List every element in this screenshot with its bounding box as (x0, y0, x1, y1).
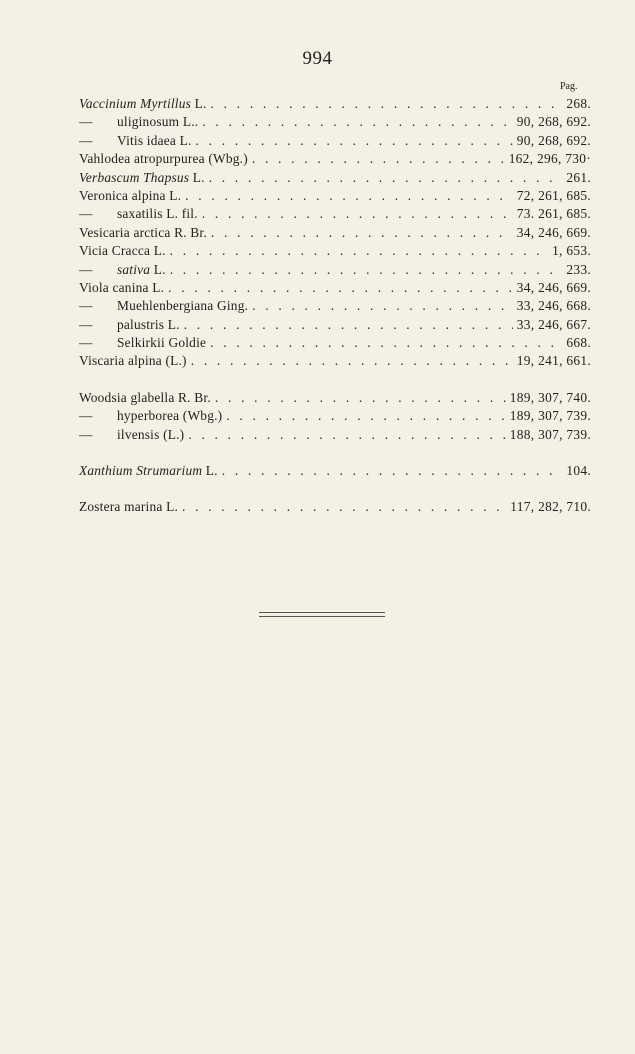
species-name: Myrtillus (140, 96, 192, 111)
page-references: 188, 307, 739. (509, 426, 591, 442)
ditto-dash: — (79, 316, 93, 332)
index-entry (79, 298, 591, 316)
index-entry (79, 206, 591, 224)
author-abbreviation: L. (179, 132, 192, 148)
page-references: 1, 653. (552, 243, 591, 259)
ditto-dash: — (79, 408, 93, 424)
entry-name (79, 151, 248, 167)
index-entry (79, 225, 591, 243)
entry-name (79, 499, 178, 515)
species-name: Cracca (111, 243, 151, 259)
species-name: ilvensis (117, 426, 160, 442)
species-name: palustris (117, 316, 165, 332)
index-entry (79, 151, 591, 169)
index-entry (79, 262, 591, 280)
entry-name (79, 335, 206, 351)
page-references: 268. (566, 96, 591, 111)
ditto-dash: — (79, 114, 93, 130)
index-entry (79, 317, 591, 335)
genus-name: Veronica (79, 187, 129, 203)
page-references: 668. (566, 335, 591, 351)
index-entry (79, 463, 591, 481)
dot-leader (202, 206, 513, 222)
dot-leader (226, 408, 506, 424)
genus-name: Xanthium (79, 463, 133, 479)
entry-name (79, 206, 198, 222)
entry-name (79, 427, 184, 443)
entry-name (79, 114, 198, 130)
page-references: 117, 282, 710. (510, 499, 591, 515)
entry-name (79, 262, 166, 278)
page-references: 189, 307, 740. (509, 389, 591, 405)
dot-leader (170, 243, 548, 259)
genus-name: Viscaria (79, 353, 125, 369)
page-references: 90, 268, 692. (516, 132, 591, 148)
author-abbreviation: L. (194, 96, 207, 111)
species-name: sativa (117, 261, 151, 277)
author-abbreviation: (L.) (163, 426, 185, 442)
genus-name: Vicia (79, 243, 109, 259)
author-abbreviation: R. Br. (178, 389, 211, 405)
species-name: marina (124, 499, 163, 515)
page-references: 72, 261, 685. (516, 187, 591, 203)
ditto-dash: — (79, 335, 93, 351)
index-entry (79, 188, 591, 206)
author-abbreviation: (L.) (165, 353, 187, 369)
dot-leader (196, 133, 513, 149)
page-references: 90, 268, 692. (516, 114, 591, 130)
ditto-dash: — (79, 206, 93, 222)
index-entry (79, 170, 591, 188)
dot-leader (252, 151, 505, 167)
ditto-dash: — (79, 132, 93, 148)
page-number: 994 (302, 48, 333, 69)
author-abbreviation: Goldie (168, 335, 207, 351)
page-references: 33, 246, 667. (516, 316, 591, 332)
entry-name (79, 133, 192, 149)
species-name: alpina (127, 353, 162, 369)
entry-name (79, 225, 207, 241)
index-entry (79, 133, 591, 151)
page-references: 104. (566, 463, 591, 479)
dot-leader (210, 335, 562, 351)
genus-name: Verbascum (79, 169, 140, 185)
entry-name (79, 298, 248, 314)
dot-leader (209, 170, 563, 186)
dot-leader (168, 280, 513, 296)
author-abbreviation: L. (167, 316, 180, 332)
index-entry (79, 408, 591, 426)
entry-name (79, 390, 211, 406)
entry-name (79, 188, 181, 204)
page-references: 19, 241, 661. (516, 353, 591, 369)
author-abbreviation: L. (153, 243, 166, 259)
genus-name: Woodsia (79, 389, 127, 405)
author-abbreviation: (Wbg.) (208, 151, 248, 167)
species-index (79, 96, 591, 518)
species-name: Thapsus (143, 169, 190, 185)
genus-name: Vahlodea (79, 151, 131, 167)
species-name: Strumarium (136, 463, 203, 479)
page-references: 33, 246, 668. (516, 298, 591, 314)
index-entry (79, 427, 591, 445)
index-entry (79, 280, 591, 298)
genus-name: Zostera (79, 499, 121, 515)
ditto-dash: — (79, 298, 93, 314)
entry-name (79, 280, 164, 296)
species-name: atropurpurea (133, 151, 205, 167)
index-entry (79, 96, 591, 114)
page-references: 261. (566, 169, 591, 185)
species-name: Muehlenbergiana (117, 298, 214, 314)
index-entry (79, 499, 591, 517)
entry-name (79, 353, 187, 369)
author-abbreviation: Ging. (217, 298, 249, 314)
pages-column-label: Pag. (560, 81, 578, 92)
dot-leader (188, 427, 505, 443)
author-abbreviation: L. (153, 261, 166, 277)
page-references: 162, 296, 730· (508, 151, 591, 167)
species-name: canina (112, 279, 149, 295)
author-abbreviation: L. (166, 499, 179, 515)
author-abbreviation: L. fil. (166, 206, 198, 222)
index-entry (79, 390, 591, 408)
species-name: saxatilis (117, 206, 163, 222)
species-name: arctica (133, 224, 171, 240)
genus-name: Vesicaria (79, 224, 130, 240)
species-name: hyperborea (117, 408, 180, 424)
author-abbreviation: (Wbg.) (182, 408, 223, 424)
page-references: 73. 261, 685. (516, 206, 591, 222)
species-name: Selkirkii (117, 335, 165, 351)
genus-name: Viola (79, 279, 109, 295)
dot-leader (211, 96, 563, 112)
author-abbreviation: L. (169, 187, 182, 203)
index-entry (79, 114, 591, 132)
page-references: 34, 246, 669. (516, 224, 591, 240)
index-entry (79, 353, 591, 371)
dot-leader (215, 390, 506, 406)
end-rule-bottom (259, 616, 385, 617)
entry-name (79, 96, 207, 112)
ditto-dash: — (79, 426, 93, 442)
dot-leader (184, 317, 513, 333)
dot-leader (202, 114, 512, 130)
author-abbreviation: L.. (182, 114, 199, 130)
species-name: Vitis idaea (117, 132, 177, 148)
entry-name (79, 317, 180, 333)
species-name: alpina (131, 187, 166, 203)
ditto-dash: — (79, 261, 93, 277)
entry-name (79, 408, 222, 424)
page-references: 189, 307, 739. (509, 408, 591, 424)
species-name: glabella (130, 389, 175, 405)
author-abbreviation: L. (205, 463, 218, 479)
dot-leader (170, 262, 563, 278)
index-entry (79, 243, 591, 261)
index-entry (79, 335, 591, 353)
entry-name (79, 243, 166, 259)
species-name: uliginosum (117, 114, 180, 130)
author-abbreviation: L. (192, 169, 205, 185)
end-rule-top (259, 612, 385, 613)
page-references: 34, 246, 669. (516, 279, 591, 295)
dot-leader (182, 499, 506, 515)
page-references: 233. (566, 261, 591, 277)
dot-leader (185, 188, 513, 204)
author-abbreviation: L. (152, 279, 165, 295)
dot-leader (211, 225, 513, 241)
author-abbreviation: R. Br. (174, 224, 207, 240)
dot-leader (222, 463, 563, 479)
dot-leader (191, 353, 513, 369)
entry-name (79, 463, 218, 479)
dot-leader (252, 298, 513, 314)
entry-name (79, 170, 205, 186)
genus-name: Vaccinium (79, 96, 137, 111)
